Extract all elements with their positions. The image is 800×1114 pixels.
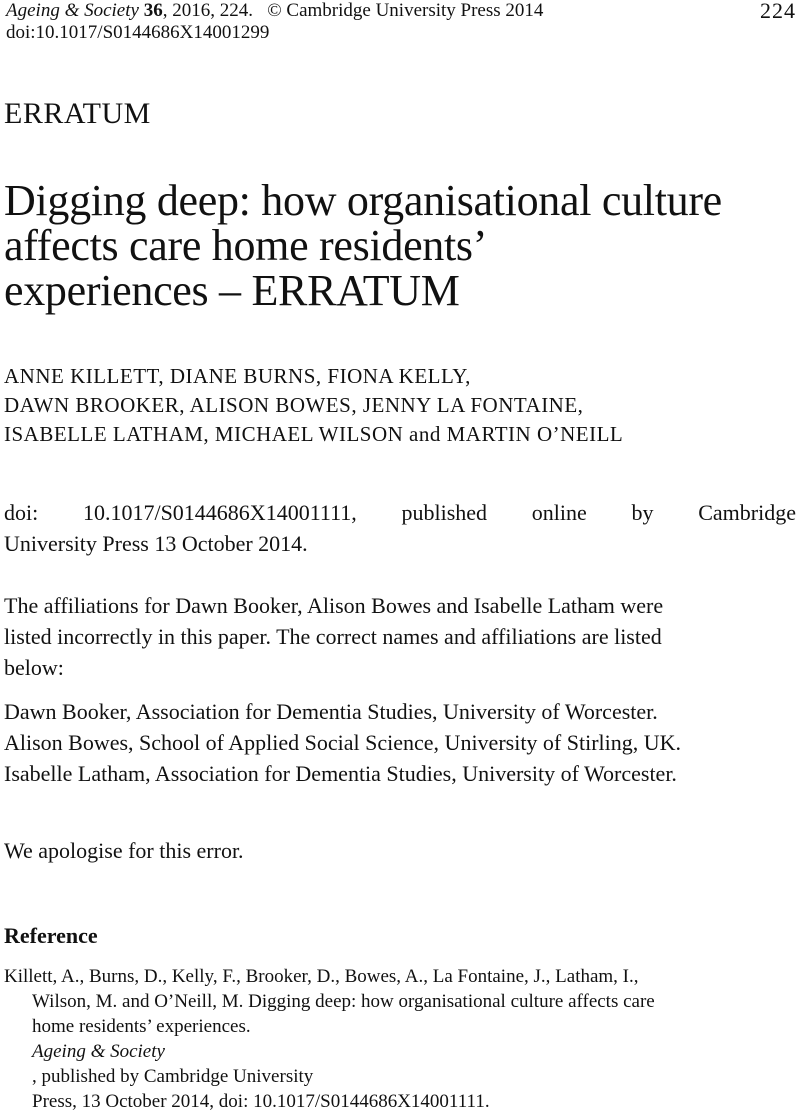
author-line: ISABELLE LATHAM, MICHAEL WILSON and MARTIN O’NEILL <box>4 422 624 446</box>
affiliation-item: Alison Bowes, School of Applied Social Science, University of Stirling, UK. <box>4 730 682 755</box>
doi-note-line: University Press 13 October 2014. <box>4 531 308 556</box>
reference-entry <box>4 964 798 1114</box>
journal-year-page: , 2016, 224. <box>162 0 253 21</box>
reference-journal: Ageing & Society <box>32 1041 165 1062</box>
body-line: listed incorrectly in this paper. The correct names and affiliations are listed <box>4 624 662 649</box>
title-line: affects care home residents’ <box>4 221 488 270</box>
reference-line: Killett, A., Burns, D., Kelly, F., Brooker, D., Bowes, A., La Fontaine, J., Latham, I., <box>4 966 639 987</box>
reference-line: Wilson, M. and O’Neill, M. Digging deep: how organisational culture affects care <box>32 991 655 1012</box>
reference-line-post: , published by Cambridge University <box>32 1066 314 1087</box>
original-doi-note <box>4 497 796 559</box>
affiliation-item: Dawn Booker, Association for Dementia Studies, University of Worcester. <box>4 699 658 724</box>
author-line: ANNE KILLETT, DIANE BURNS, FIONA KELLY, <box>4 364 471 388</box>
title-line: Digging deep: how organisational culture <box>4 176 722 225</box>
reference-line <box>4 1014 798 1089</box>
title-line: experiences – ERRATUM <box>4 266 460 315</box>
body-line: below: <box>4 655 64 680</box>
author-line: DAWN BROOKER, ALISON BOWES, JENNY LA FONTAINE, <box>4 393 584 417</box>
article-title <box>4 178 800 313</box>
journal-citation <box>6 0 543 22</box>
journal-name: Ageing & Society <box>6 0 139 21</box>
body-line: The affiliations for Dawn Booker, Alison Bowes and Isabelle Latham were <box>4 593 664 618</box>
erratum-body <box>4 590 798 683</box>
journal-volume: 36 <box>143 0 163 21</box>
affiliation-list <box>4 696 798 789</box>
reference-line-pre: home residents’ experiences. <box>32 1016 251 1037</box>
affiliation-item: Isabelle Latham, Association for Dementia Studies, University of Worcester. <box>4 761 677 786</box>
reference-line[interactable]: Press, 13 October 2014, doi: 10.1017/S0144686X14001111. <box>32 1091 490 1112</box>
header-doi[interactable]: doi:10.1017/S0144686X14001299 <box>6 22 270 43</box>
running-header <box>6 0 796 46</box>
doi-note-line[interactable]: doi: 10.1017/S0144686X14001111, published online by Cambridge <box>4 500 796 525</box>
apology-text: We apologise for this error. <box>4 838 244 863</box>
reference-heading: Reference <box>4 923 98 948</box>
author-list <box>4 362 800 449</box>
section-label: ERRATUM <box>4 97 151 130</box>
page-number: 224 <box>760 0 796 23</box>
copyright-notice: © Cambridge University Press 2014 <box>267 0 544 21</box>
